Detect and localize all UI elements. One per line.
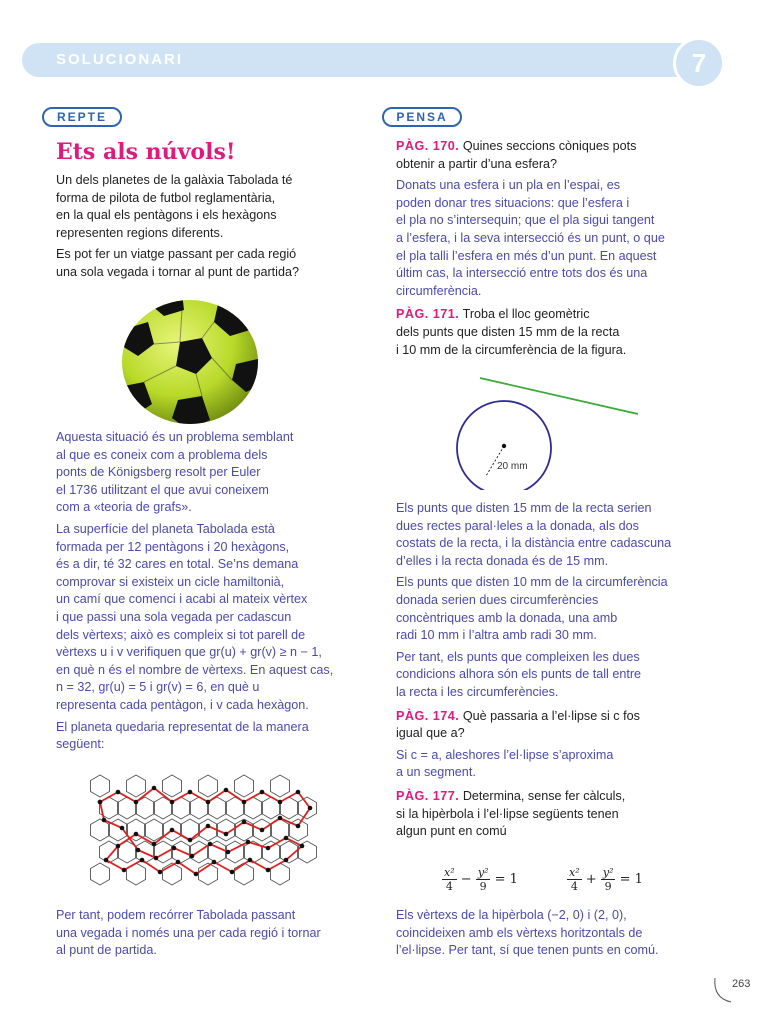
graph-vertex xyxy=(152,842,157,847)
chapter-number: 7 xyxy=(691,47,707,78)
graph-vertex xyxy=(278,800,283,805)
page-ref: PÀG. 171. xyxy=(396,307,460,322)
question-line: una sola vegada i tornar al punt de partida? xyxy=(56,264,299,279)
graph-vertex xyxy=(176,860,181,865)
graph-vertex xyxy=(278,816,283,821)
graph-vertex xyxy=(134,800,139,805)
question-line: Troba el lloc geomètric xyxy=(462,307,590,322)
graph-vertex xyxy=(266,846,271,851)
question-line: Es pot fer un viatge passant per cada regió xyxy=(56,247,297,262)
answer-line: un camí que comenci i acabi al mateix vèrtex xyxy=(56,592,308,607)
answer-line: comprovar si existeix un cicle hamiltonià, xyxy=(56,574,285,589)
answer-line: Per tant, els punts que compleixen les dues xyxy=(396,649,640,664)
question-line: i 10 mm de la circumferència de la figura. xyxy=(396,342,627,357)
answer-line: dues rectes paral·leles a la donada, als dos xyxy=(396,518,639,533)
intro-line: Un dels planetes de la galàxia Tabolada té xyxy=(56,173,293,187)
region-hexagon xyxy=(199,819,218,841)
answer-line: Si c = a, aleshores l’el·lipse s’aproxima xyxy=(396,747,614,762)
answer-line: circumferència. xyxy=(396,283,482,298)
graph-vertex xyxy=(242,820,247,825)
graph-vertex xyxy=(224,788,229,793)
answer-line: la recta i les circumferències. xyxy=(396,684,559,699)
region-hexagon xyxy=(271,775,290,797)
graph-vertex xyxy=(116,790,121,795)
graph-vertex xyxy=(140,858,145,863)
graph-vertex xyxy=(170,800,175,805)
pensa-badge: PENSA xyxy=(382,107,462,127)
region-hexagon xyxy=(199,775,218,797)
repte-badge: REPTE xyxy=(42,107,122,127)
answer-line: La superfície del planeta Tabolada està xyxy=(56,521,275,536)
intro-line: representen regions diferents. xyxy=(56,225,224,240)
answer-line: com a «teoria de grafs». xyxy=(56,500,192,515)
graph-vertex xyxy=(206,800,211,805)
answer-line: concèntriques amb la donada, una amb xyxy=(396,610,618,625)
answer-line: a l’esfera, i la seva intersecció és un punt, o que xyxy=(396,230,665,245)
answer-line: representa cada pentàgon, i v cada hexàgon. xyxy=(56,697,309,712)
answer-line: dels vèrtexs; això es compleix si tot parell de xyxy=(56,627,306,642)
answer-177 xyxy=(396,907,706,960)
answer-line: és a dir, té 32 cares en total. Se’ns demana xyxy=(56,557,299,572)
answer-line: següent: xyxy=(56,737,105,752)
chapter-badge xyxy=(673,37,725,89)
graph-vertex xyxy=(188,838,193,843)
answer-line: vèrtexs u i v verifiquen que gr(u) + gr(v) ≥ n − 1, xyxy=(56,645,322,660)
intro-line: forma de pilota de futbol reglamentària, xyxy=(56,190,276,205)
graph-vertex xyxy=(104,858,109,863)
graph-vertex xyxy=(212,860,217,865)
answer-line: Per tant, podem recórrer Tabolada passant xyxy=(56,908,296,922)
graph-vertex xyxy=(120,826,125,831)
region-hexagon xyxy=(127,775,146,797)
graph-vertex xyxy=(194,872,199,877)
graph-vertex xyxy=(284,836,289,841)
answer-line: Els punts que disten 15 mm de la recta serien xyxy=(396,501,652,515)
region-hexagon xyxy=(91,819,110,841)
graph-vertex xyxy=(188,790,193,795)
question-line: Què passaria a l’el·lipse si c fos xyxy=(462,708,640,723)
graph-vertex xyxy=(158,870,163,875)
question-line: si la hipèrbola i l’el·lipse següents tenen xyxy=(396,806,619,821)
radius-label: 20 mm xyxy=(497,461,528,472)
answer-line: últim cas, la intersecció entre tots dos és una xyxy=(396,266,648,281)
answer-line: a un segment. xyxy=(396,765,476,780)
region-hexagon xyxy=(100,841,119,863)
graph-vertex xyxy=(122,868,127,873)
answer-line: i que passi una sola vegada per cadascun xyxy=(56,609,292,624)
page-ref: PÀG. 174. xyxy=(396,708,460,723)
answer-line: coincideixen amb els vèrtexs horitzontals de xyxy=(396,925,643,940)
answer-line: al punt de partida. xyxy=(56,943,157,958)
question-170 xyxy=(396,138,706,359)
question-line: algun punt en comú xyxy=(396,824,507,839)
answer-line: el pla talli l’esfera en més d’un punt. En aquest xyxy=(396,248,657,263)
graph-vertex xyxy=(308,806,313,811)
region-hexagon xyxy=(235,775,254,797)
graph-vertex xyxy=(260,790,265,795)
section-title: SOLUCIONARI xyxy=(56,51,183,68)
graph-vertex xyxy=(230,870,235,875)
challenge-title: Ets als núvols! xyxy=(56,139,236,165)
graph-vertex xyxy=(170,828,175,833)
question-line: dels punts que disten 15 mm de la recta xyxy=(396,324,620,339)
graph-vertex xyxy=(98,800,103,805)
graph-vertex xyxy=(284,858,289,863)
answer-line: Els punts que disten 10 mm de la circumferència xyxy=(396,575,668,590)
answer-line: al que es coneix com a problema dels xyxy=(56,447,268,462)
conclusion-text xyxy=(56,907,361,960)
question-line: igual que a? xyxy=(396,726,465,741)
graph-vertex xyxy=(154,856,159,861)
graph-vertex xyxy=(116,844,121,849)
graph-vertex xyxy=(134,832,139,837)
hamiltonian-cycle-diagram xyxy=(88,768,328,898)
graph-vertex xyxy=(296,824,301,829)
graph-vertex xyxy=(208,842,213,847)
answer-line: formada per 12 pentàgons i 20 hexàgons, xyxy=(56,539,290,554)
answer-line: una vegada i només una per cada regió i tornar xyxy=(56,925,321,940)
graph-vertex xyxy=(242,800,247,805)
answer-line: poden donar tres situacions: que l’esfera i xyxy=(396,195,630,210)
question-line: Determina, sense fer càlculs, xyxy=(462,788,626,803)
answer-line: en què n és el nombre de vèrtexs. En aquest cas, xyxy=(56,662,334,677)
region-hexagon xyxy=(91,863,110,885)
challenge-intro xyxy=(56,172,356,282)
graph-vertex xyxy=(102,818,107,823)
graph-vertex xyxy=(226,850,231,855)
graph-vertex xyxy=(136,848,141,853)
graph-vertex xyxy=(260,828,265,833)
answer-line: l’el·lipse. Per tant, sí que tenen punts en comú. xyxy=(396,943,659,958)
graph-vertex xyxy=(300,844,305,849)
page-corner-arc xyxy=(711,976,733,1006)
region-hexagon xyxy=(262,841,281,863)
answer-line: Aquesta situació és un problema semblant xyxy=(56,430,294,444)
page-number: 263 xyxy=(732,978,751,990)
question-line: obtenir a partir d’una esfera? xyxy=(396,156,558,171)
graph-vertex xyxy=(152,786,157,791)
answer-171 xyxy=(396,500,706,841)
ellipse-equation: $\frac{\text{x²}}{4}$ + $\frac{\text{y²}}{9}$ = 1 xyxy=(569,866,643,893)
graph-vertex xyxy=(206,824,211,829)
page-ref: PÀG. 177. xyxy=(396,788,460,803)
hyperbola-equation: $\frac{\text{x²}}{4}$ − $\frac{\text{y²}}{9}$ = 1 xyxy=(444,866,518,893)
graph-vertex xyxy=(246,840,251,845)
region-hexagon xyxy=(91,775,110,797)
answer-line: costats de la recta, i la distància entre cadascuna xyxy=(396,536,672,551)
answer-line: radi 10 mm i l’altra amb radi 30 mm. xyxy=(396,628,597,643)
graph-vertex xyxy=(266,868,271,873)
answer-line: Donats una esfera i un pla en l’espai, es xyxy=(396,178,621,193)
graph-vertex xyxy=(190,854,195,859)
answer-line: donada serien dues circumferències xyxy=(396,592,599,607)
soccer-ball-illustration xyxy=(118,300,263,425)
answer-line: El planeta quedaria representat de la manera xyxy=(56,719,309,734)
page-ref: PÀG. 170. xyxy=(396,139,460,153)
graph-vertex xyxy=(172,846,177,851)
region-hexagon xyxy=(298,797,317,819)
region-hexagon xyxy=(235,863,254,885)
answer-text xyxy=(56,429,361,754)
graph-vertex xyxy=(296,790,301,795)
region-hexagon xyxy=(163,775,182,797)
graph-vertex xyxy=(248,858,253,863)
answer-line: el 1736 utilitzant el que avui coneixem xyxy=(56,482,269,497)
answer-line: el pla no s’intersequin; que el pla sigui tangent xyxy=(396,213,655,228)
answer-line: condicions alhora són els punts de tall entre xyxy=(396,667,642,682)
question-line: Quines seccions còniques pots xyxy=(462,139,637,153)
answer-line: ponts de Königsberg resolt per Euler xyxy=(56,465,261,480)
answer-line: n = 32, gr(u) = 5 i gr(v) = 6, en què u xyxy=(56,680,260,695)
circle-line-figure xyxy=(450,372,645,490)
answer-line: Els vèrtexs de la hipèrbola (−2, 0) i (2, 0), xyxy=(396,908,627,922)
answer-line: d’elles i la recta donada és de 15 mm. xyxy=(396,553,609,568)
graph-vertex xyxy=(224,832,229,837)
intro-line: en la qual els pentàgons i els hexàgons xyxy=(56,208,277,223)
